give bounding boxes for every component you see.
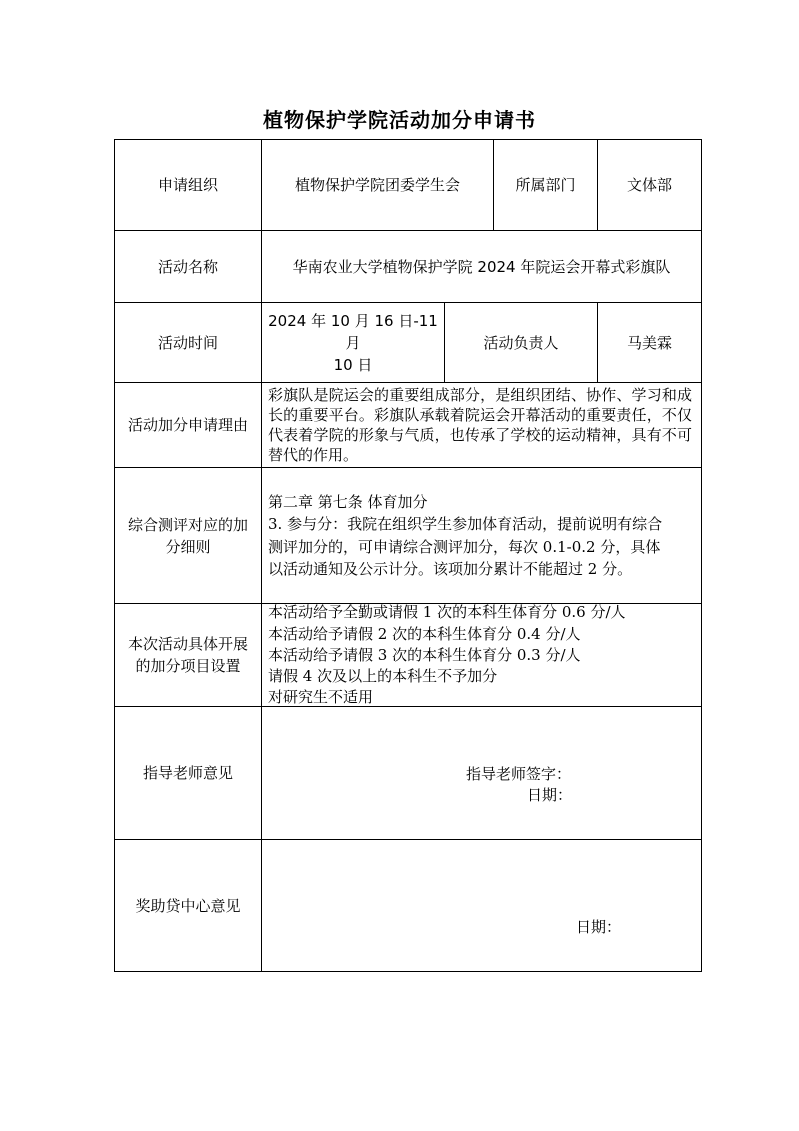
apply-org-value: 植物保护学院团委学生会 (294, 176, 460, 194)
activity-time-label: 活动时间 (157, 333, 218, 352)
scheme-label-line1: 本次活动具体开展 (127, 635, 248, 653)
owner-value: 马美霖 (626, 333, 672, 352)
advisor-opinion-label: 指导老师意见 (142, 764, 233, 782)
aid-center-date-label: 日期： (576, 918, 622, 936)
rule-label-line1: 综合测评对应的加 (127, 515, 248, 534)
activity-time-value (262, 303, 444, 382)
rule-line-4: 以活动通知及公示计分。该项加分累计不能超过 2 分。 (268, 560, 633, 578)
reason-label: 活动加分申请理由 (127, 416, 248, 434)
rule-line-2: 3. 参与分：我院在组织学生参加体育活动，提前说明有综合 (268, 515, 663, 533)
activity-name-value: 华南农业大学植物保护学院 2024 年院运会开幕式彩旗队 (292, 257, 671, 276)
scheme-item: 请假 4 次及以上的本科生不予加分 (268, 667, 498, 685)
scheme-label-line2: 的加分项目设置 (135, 657, 241, 675)
scheme-item: 本活动给予请假 3 次的本科生体育分 0.3 分/人 (268, 646, 581, 664)
rule-label-line2: 分细则 (165, 537, 211, 556)
activity-name-label: 活动名称 (157, 257, 218, 276)
reason-text: 彩旗队是院运会的重要组成部分，是组织团结、协作、学习和成长的重要平台。彩旗队承载着院运会开幕活动的重要责任，不仅代表着学院的形象与气质，也传承了学校的运动精神，具有不可替代的作用。 (268, 386, 692, 464)
activity-time-line2: 10 日 (333, 355, 373, 374)
scheme-label (115, 604, 261, 706)
scheme-item: 本活动给予请假 2 次的本科生体育分 0.4 分/人 (268, 625, 581, 643)
dept-value: 文体部 (626, 176, 672, 194)
dept-label: 所属部门 (515, 176, 576, 194)
activity-time-line1: 2024 年 10 月 16 日-11 月 (268, 311, 438, 352)
scheme-item: 本活动给予全勤或请假 1 次的本科生体育分 0.6 分/人 (268, 603, 626, 621)
rule-label (115, 468, 261, 603)
page-title: 植物保护学院活动加分申请书 (263, 108, 536, 132)
aid-center-opinion-label: 奖助贷中心意见 (135, 896, 241, 915)
apply-org-label: 申请组织 (157, 176, 218, 194)
rule-line-1: 第二章 第七条 体育加分 (268, 493, 428, 511)
owner-label: 活动负责人 (483, 333, 559, 352)
scheme-item: 对研究生不适用 (268, 688, 374, 706)
advisor-date-label: 日期： (527, 786, 573, 804)
rule-line-3: 测评加分的，可申请综合测评加分，每次 0.1-0.2 分，具体 (268, 538, 661, 556)
advisor-sign-label: 指导老师签字： (466, 765, 572, 783)
